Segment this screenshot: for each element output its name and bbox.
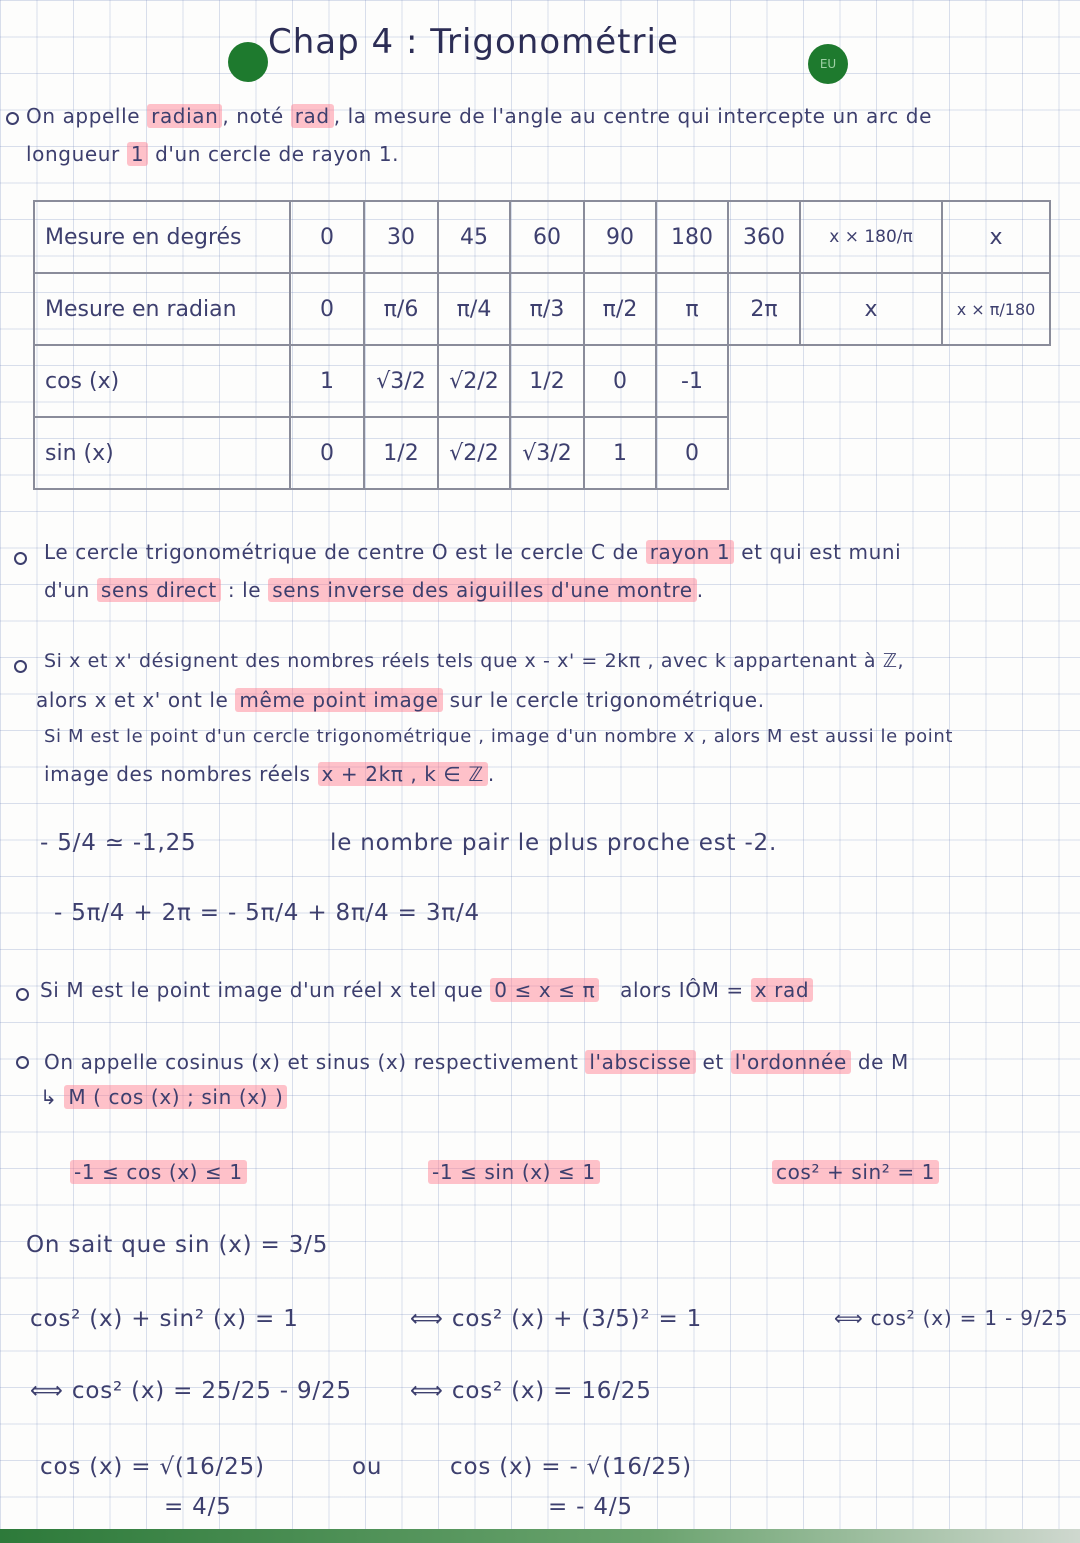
exercise-step1: On sait que sin (x) = 3/5 — [26, 1232, 329, 1258]
page-title: Chap 4 : Trigonométrie — [268, 22, 679, 62]
table-cell: 1 — [290, 345, 364, 417]
table-cell: 360 — [728, 201, 800, 273]
row-header-cos: cos (x) — [34, 345, 290, 417]
table-cell: √2/2 — [438, 345, 510, 417]
exercise-step5: ⟺ cos² (x) = 25/25 - 9/25 — [30, 1378, 352, 1404]
table-cell: √2/2 — [438, 417, 510, 489]
reels-line2: alors x et x' ont le même point image sur le cercle trigonométrique. — [36, 688, 765, 712]
table-cell: 180 — [656, 201, 728, 273]
badge-label: EU — [819, 57, 837, 71]
reels-line3: Si M est le point d'un cercle trigonométrique , image d'un nombre x , alors M est aussi le point — [44, 726, 954, 747]
conversion-table — [33, 200, 1051, 490]
exercise-step4: ⟺ cos² (x) = 1 - 9/25 — [834, 1306, 1069, 1330]
table-cell: 1 — [584, 417, 656, 489]
row-header-sin: sin (x) — [34, 417, 290, 489]
angle-line: Si M est le point image d'un réel x tel que 0 ≤ x ≤ π alors IÔM = x rad — [40, 978, 813, 1002]
bullet-icon — [14, 552, 27, 565]
table-cell: π/2 — [584, 273, 656, 345]
table-cell: 90 — [584, 201, 656, 273]
cos-bound: -1 ≤ cos (x) ≤ 1 — [70, 1160, 247, 1184]
table-cell: π/4 — [438, 273, 510, 345]
table-cell: x × 180/π — [800, 201, 942, 273]
cercle-definition-line2: d'un sens direct : le sens inverse des aiguilles d'une montre . — [44, 578, 704, 602]
bullet-icon — [14, 660, 27, 673]
reels-line4: image des nombres réels x + 2kπ , k ∈ ℤ . — [44, 762, 495, 786]
exercise-step11: = - 4/5 — [548, 1494, 633, 1520]
table-cell: 0 — [656, 417, 728, 489]
exercise-step2: cos² (x) + sin² (x) = 1 — [30, 1306, 299, 1332]
table-cell: 0 — [290, 201, 364, 273]
exercise-step10: cos (x) = - √(16/25) — [450, 1454, 692, 1480]
bullet-icon — [16, 1056, 29, 1069]
sin-bound: -1 ≤ sin (x) ≤ 1 — [428, 1160, 600, 1184]
table-cell: 0 — [584, 345, 656, 417]
table-cell: x — [800, 273, 942, 345]
table-cell: 45 — [438, 201, 510, 273]
row-header-radians: Mesure en radian — [34, 273, 290, 345]
cosinus-line1: On appelle cosinus (x) et sinus (x) respectivement l'abscisse et l'ordonnée de M — [44, 1050, 909, 1074]
cosinus-line2: ↳ M ( cos (x) ; sin (x) ) — [40, 1085, 287, 1109]
table-cell: 30 — [364, 201, 438, 273]
exercise-step6: ⟺ cos² (x) = 16/25 — [410, 1378, 652, 1404]
exercise-step7: cos (x) = √(16/25) — [40, 1454, 265, 1480]
table-cell: x × π/180 — [942, 273, 1050, 345]
table-cell: π/6 — [364, 273, 438, 345]
table-cell: x — [942, 201, 1050, 273]
table-cell: 2π — [728, 273, 800, 345]
cercle-definition-line1: Le cercle trigonométrique de centre O est le cercle C de rayon 1 et qui est muni — [44, 540, 902, 564]
exercise-or: ou — [352, 1454, 383, 1480]
row-header-degrees: Mesure en degrés — [34, 201, 290, 273]
bullet-icon — [6, 112, 19, 125]
green-dot-left-icon — [228, 42, 268, 82]
table-cell: √3/2 — [364, 345, 438, 417]
table-cell: 0 — [290, 273, 364, 345]
radian-definition-line1: On appelle radian , noté rad , la mesure de l'angle au centre qui intercepte un arc de — [26, 104, 932, 128]
radian-definition-line2: longueur 1 d'un cercle de rayon 1. — [26, 142, 400, 166]
table-cell: -1 — [656, 345, 728, 417]
green-badge-icon — [808, 44, 848, 84]
table-cell: 0 — [290, 417, 364, 489]
reels-line1: Si x et x' désignent des nombres réels tels que x - x' = 2kπ , avec k appartenant à ℤ, — [44, 650, 905, 672]
example-line2: le nombre pair le plus proche est -2. — [330, 830, 778, 856]
example-line3: - 5π/4 + 2π = - 5π/4 + 8π/4 = 3π/4 — [54, 900, 480, 926]
exercise-step8: = 4/5 — [164, 1494, 232, 1520]
page-bottom-edge — [0, 1529, 1080, 1543]
pythagore-identity: cos² + sin² = 1 — [772, 1160, 939, 1184]
table-cell: 1/2 — [510, 345, 584, 417]
table-cell: 60 — [510, 201, 584, 273]
table-cell: √3/2 — [510, 417, 584, 489]
table-cell: π/3 — [510, 273, 584, 345]
example-line1: - 5/4 ≃ -1,25 — [40, 830, 197, 856]
exercise-step3: ⟺ cos² (x) + (3/5)² = 1 — [410, 1306, 703, 1332]
bullet-icon — [16, 988, 29, 1001]
table-cell: π — [656, 273, 728, 345]
table-cell: 1/2 — [364, 417, 438, 489]
